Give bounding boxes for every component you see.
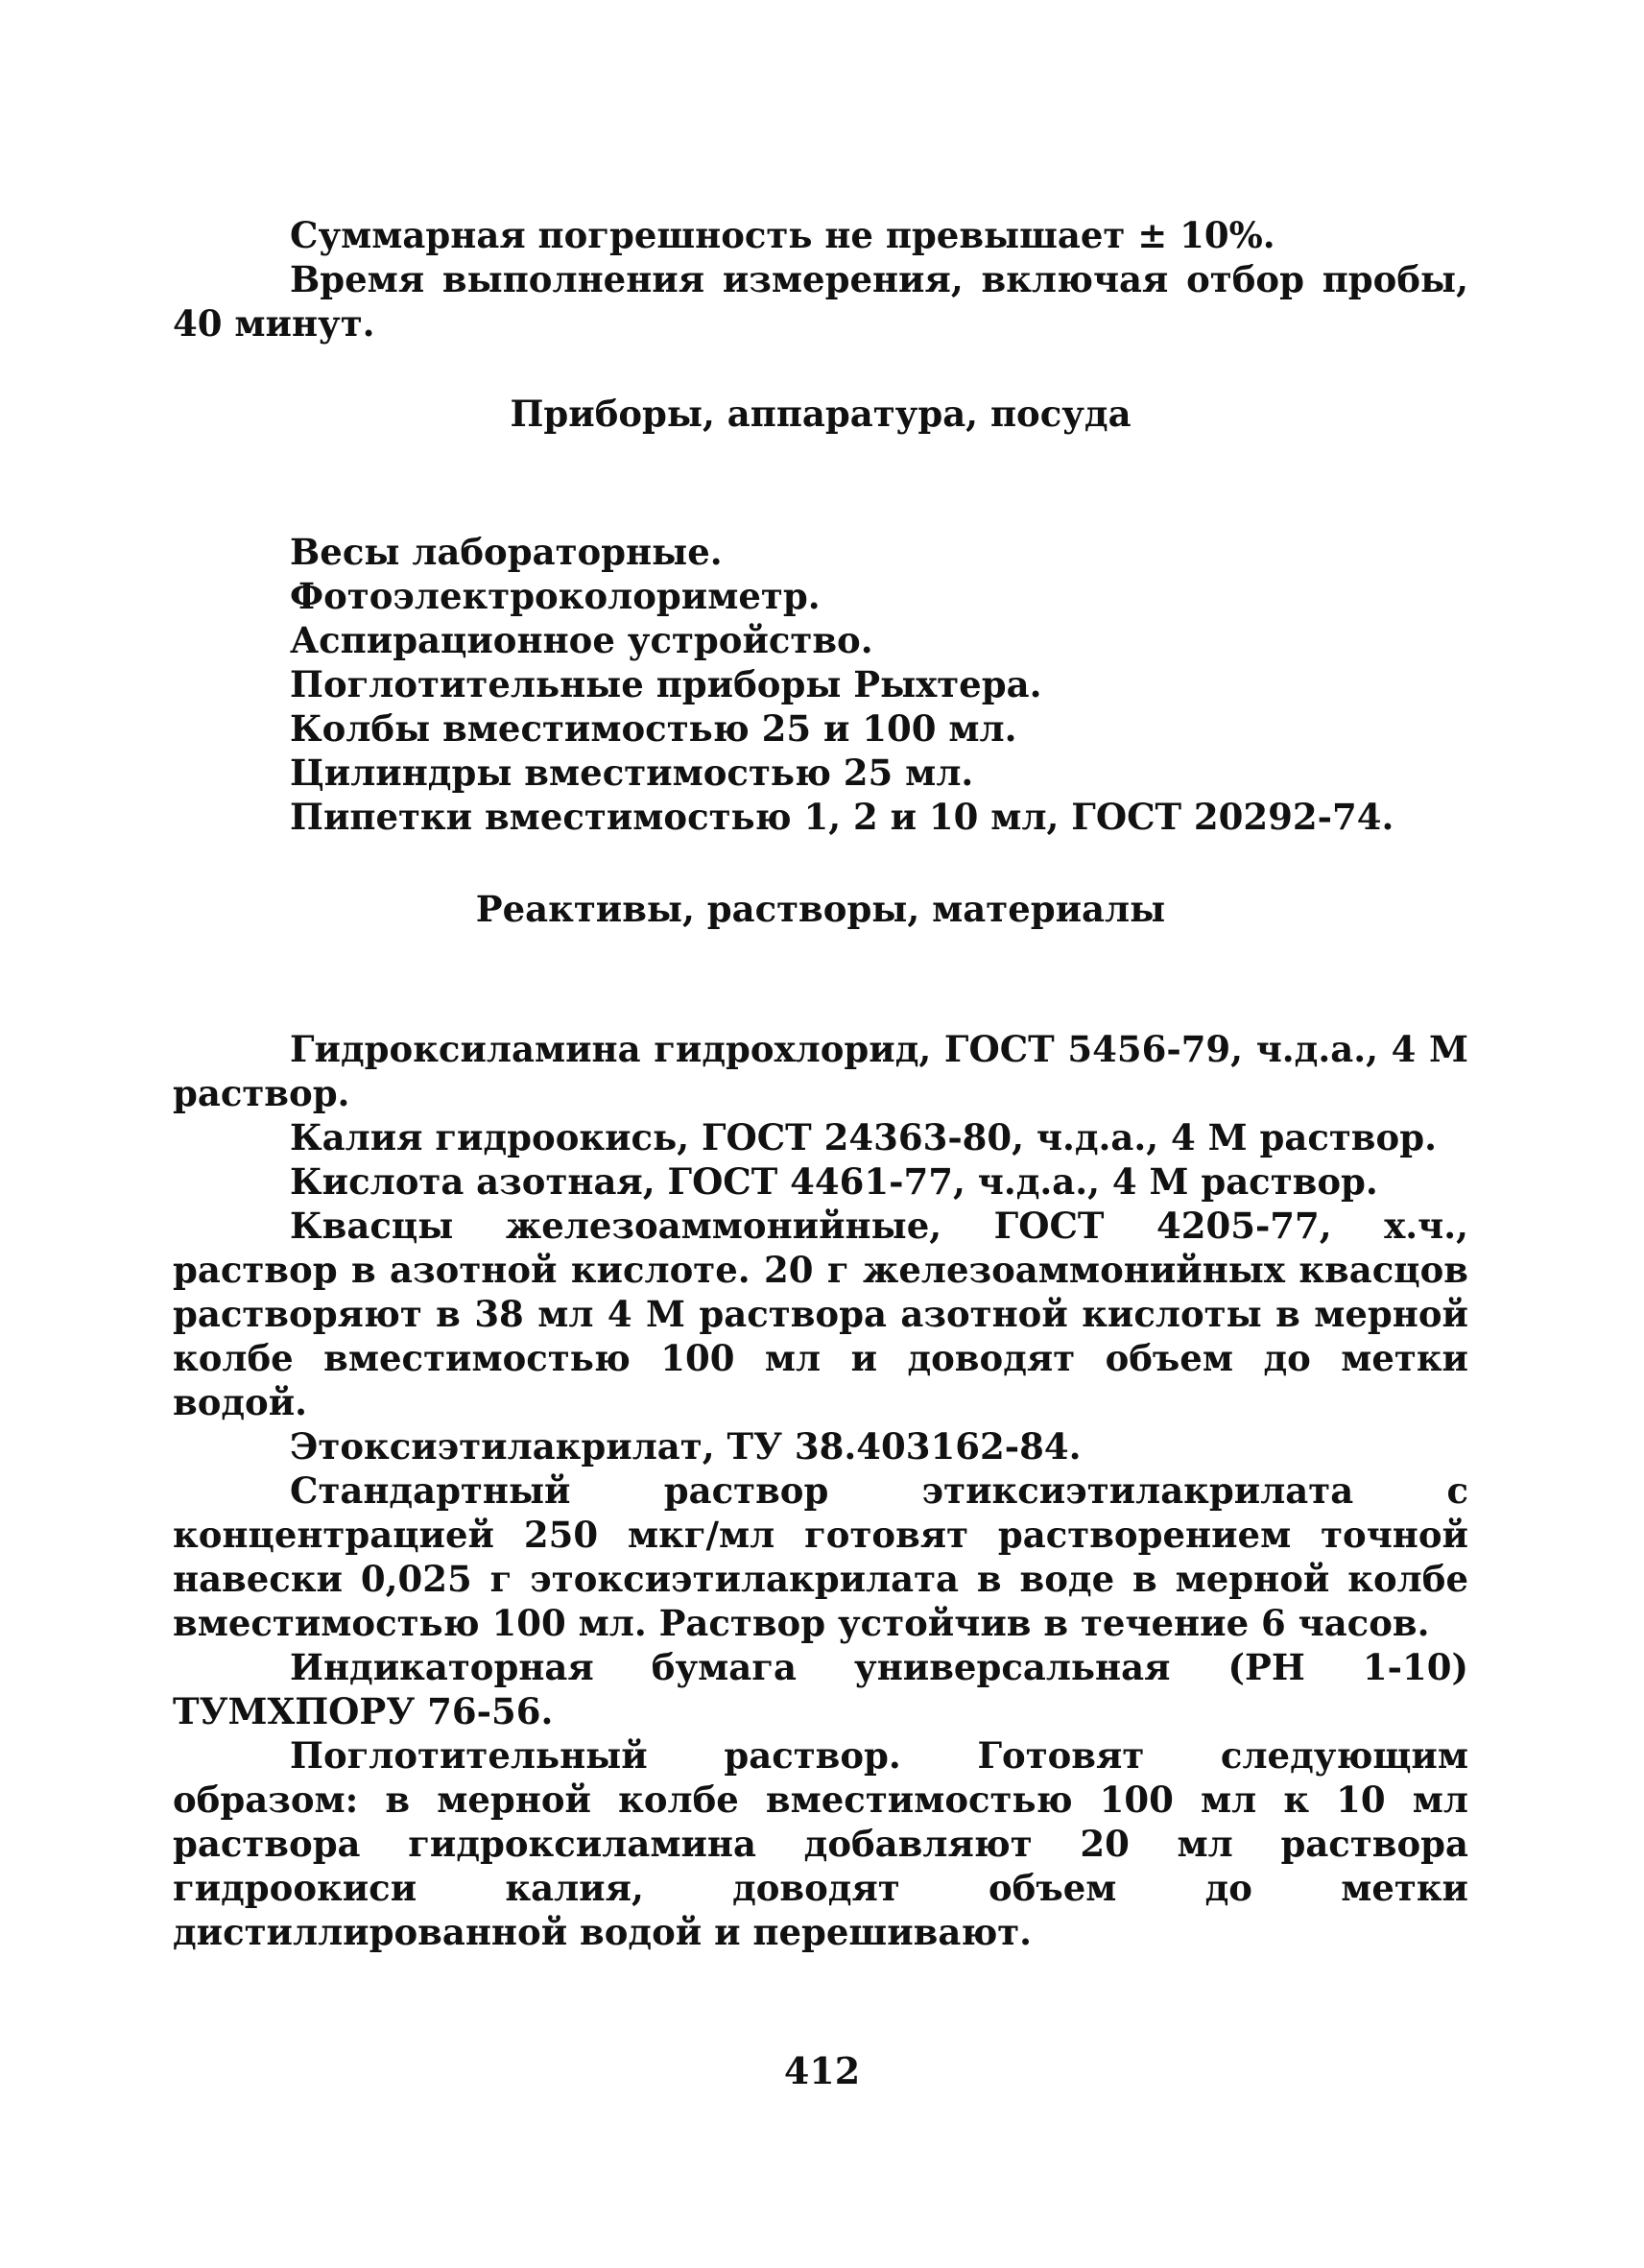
equipment-item: Цилиндры вместимостью 25 мл. xyxy=(290,752,974,794)
equipment-item: Пипетки вместимостью 1, 2 и 10 мл, ГОСТ 20292-74. xyxy=(290,796,1394,838)
equipment-heading: Приборы, аппаратура, посуда xyxy=(510,393,1132,435)
reagent-paragraph: Поглотительный раствор. Готовят следующим образом: в мерной колбе вместимостью 100 мл к 10 мл раствора гидроксиламина добавляют 20 мл раствора гидроокиси калия, доводят объем до метки дистиллированной водой и перешивают. xyxy=(173,1734,1468,1953)
equipment-item: Фотоэлектроколориметр. xyxy=(290,575,821,617)
reagents-heading: Реактивы, растворы, материалы xyxy=(475,888,1166,930)
reagent-paragraph: Калия гидроокись, ГОСТ 24363-80, ч.д.а., 4 М раствор. xyxy=(290,1116,1437,1158)
reagent-paragraph: Стандартный раствор этиксиэтилакрилата с концентрацией 250 мкг/мл готовят растворением точной навески 0,025 г этоксиэтилакрилата в воде в мерной колбе вместимостью 100 мл. Раствор устойчив в течение 6 часов. xyxy=(173,1469,1468,1644)
reagent-paragraph: Гидроксиламина гидрохлорид, ГОСТ 5456-79, ч.д.а., 4 М раствор. xyxy=(173,1028,1468,1114)
equipment-item: Весы лабораторные. xyxy=(290,531,723,573)
reagent-paragraph: Индикаторная бумага универсальная (РН 1-10) ТУМХПОРУ 76-56. xyxy=(173,1646,1468,1732)
measurement-time-statement: Время выполнения измерения, включая отбор пробы, 40 минут. xyxy=(173,258,1468,345)
equipment-list xyxy=(173,530,1468,839)
error-statement: Суммарная погрешность не превышает ± 10%. xyxy=(290,214,1275,256)
page-number: 412 xyxy=(783,2049,861,2092)
reagent-paragraph: Этоксиэтилакрилат, ТУ 38.403162-84. xyxy=(290,1425,1082,1468)
intro-section xyxy=(173,213,1468,346)
equipment-item: Поглотительные приборы Рыхтера. xyxy=(290,663,1042,705)
equipment-item: Аспирационное устройство. xyxy=(290,619,873,661)
reagent-paragraph: Кислота азотная, ГОСТ 4461-77, ч.д.а., 4 М раствор. xyxy=(290,1160,1378,1203)
reagents-section xyxy=(173,1027,1468,1954)
reagent-paragraph: Квасцы железоаммонийные, ГОСТ 4205-77, х.ч., раствор в азотной кислоте. 20 г железоаммонийных квасцов растворяют в 38 мл 4 М раствора азотной кислоты в мерной колбе вместимостью 100 мл и доводят объем до метки водой. xyxy=(173,1205,1468,1423)
equipment-item: Колбы вместимостью 25 и 100 мл. xyxy=(290,707,1017,750)
